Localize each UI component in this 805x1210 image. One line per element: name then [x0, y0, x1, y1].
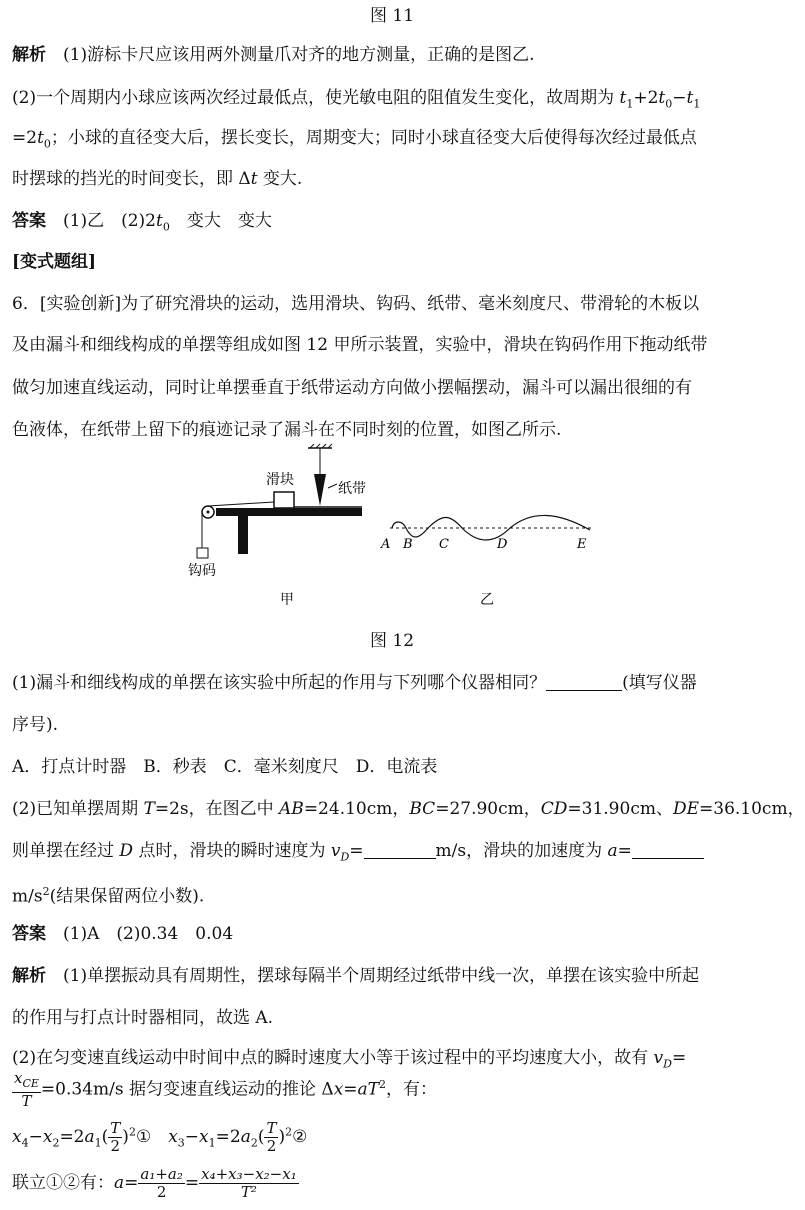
combined-equation-line: 联立①②有：a= $\frac{\text{a₁+a₂}}{2}$ = $\frac{\text{x₄+x₃−x₂−x₁}}{\text{T²}}$: [12, 1165, 297, 1201]
answer-blank-3: [632, 840, 704, 859]
question-tag: [实验创新]: [39, 294, 122, 314]
analysis-2-line-2: 的作用与打点计时器相同，故选 A.: [12, 1008, 274, 1028]
slider-block: [274, 492, 294, 508]
answer-blank-2: [364, 840, 436, 859]
analysis-1-line-3: $=2t_0$；小球的直径变大后，摆长变长，周期变大；同时小球直径变大后使得每次经过最低点: [12, 128, 697, 151]
point-B: B: [403, 537, 413, 552]
hanging-weight: [197, 548, 208, 558]
figure-12-caption: 图 12: [369, 631, 415, 651]
string-top: [208, 502, 274, 506]
question-6-line-3: 做匀加速直线运动，同时让单摆垂直于纸带运动方向做小摆幅摆动，漏斗可以漏出很细的有: [12, 378, 692, 398]
analysis-2-line-4: $\frac{x_{CE}}{T}$ =0.34m/s 据匀变速直线运动的推论 $\Delta x=aT^2$，有：: [14, 1069, 438, 1110]
board: [216, 508, 362, 516]
analysis-2-line-3: (2)在匀变速直线运动中时间中点的瞬时速度大小等于该过程中的平均速度大小，故有 $v_D=$: [12, 1048, 687, 1071]
answer-2: 答案 (1)A (2)0.34 0.04: [12, 924, 234, 944]
point-A: A: [381, 537, 391, 552]
answer-label: 答案: [12, 211, 46, 231]
answer-1: 答案 (1)乙 $(2)2t_0$ 变大 变大: [12, 211, 272, 234]
point-C: C: [439, 537, 449, 552]
analysis-label: 解析: [12, 966, 46, 986]
analysis-label: 解析: [12, 45, 46, 65]
subquestion-2-line-2: 则单摆在经过 D 点时，滑块的瞬时速度为 $v_D= m/s$，滑块的加速度为 a=: [12, 839, 772, 869]
answer-label: 答案: [12, 924, 46, 944]
subquestion-1-line-1: (1)漏斗和细线构成的单摆在该实验中所起的作用与下列哪个仪器相同？ (填写仪器: [12, 673, 697, 693]
figure-12-drawing: [180, 444, 610, 614]
point-E: E: [577, 537, 587, 552]
question-6-line-1: 6．[实验创新]为了研究滑块的运动，选用滑块、钩码、纸带、毫米刻度尺、带滑轮的木板以: [12, 294, 700, 314]
label-yi: 乙: [480, 592, 494, 608]
subquestion-2-line-3: $m/s^2$(结果保留两位小数).: [12, 885, 205, 907]
funnel: [314, 474, 326, 506]
options-line: A．打点计时器 B．秒表 C．毫米刻度尺 D．电流表: [12, 757, 438, 777]
fraction-t-over-2: $\frac{T}{2}$: [266, 1119, 277, 1155]
fraction-a-average: $\frac{\text{a₁+a₂}}{2}$: [140, 1165, 183, 1201]
analysis-1-line-4: 时摆球的挡光的时间变长，即 Δt 变大.: [12, 169, 303, 189]
slider-label: 滑块: [266, 472, 294, 488]
fraction-t-over-2: $\frac{T}{2}$: [110, 1119, 121, 1155]
fraction-x-diff-over-t2: $\frac{\text{x₄+x₃−x₂−x₁}}{\text{T²}}$: [201, 1165, 297, 1201]
weight-label: 钩码: [188, 563, 216, 579]
analysis-2-line-1: 解析 (1)单摆振动具有周期性，摆球每隔半个周期经过纸带中线一次，单摆在该实验中所起: [12, 966, 700, 986]
question-6-line-2: 及由漏斗和细线构成的单摆等组成如图 12 甲所示装置，实验中，滑块在钩码作用下拖动纸带: [12, 335, 708, 355]
tape-pointer: [328, 484, 337, 488]
figure-12: [180, 444, 610, 614]
subquestion-1-line-2: 序号).: [12, 715, 59, 735]
board-leg: [238, 516, 248, 554]
point-D: D: [497, 537, 508, 552]
variant-group-title: [变式题组]: [12, 252, 97, 272]
equations-line: $x_4-x_2=2a_1$( $\frac{T}{2}$ )$^2$① $x_3-x_1=2a_2$( $\frac{T}{2}$ )$^2$②: [12, 1119, 308, 1155]
figure-11-caption: 图 11: [369, 6, 415, 26]
pulley-axle: [207, 511, 210, 514]
answer-blank-1: [546, 672, 622, 691]
fraction-xce-over-t: $\frac{x_{CE}}{T}$: [14, 1069, 39, 1110]
tape-label: 纸带: [338, 481, 366, 497]
analysis-1-line-1: 解析 (1)游标卡尺应该用两外测量爪对齐的地方测量，正确的是图乙.: [12, 45, 535, 65]
subquestion-2-line-1: (2)已知单摆周期 T=2s，在图乙中 AB=24.10cm，BC=27.90cm，CD=31.90cm、DE=36.10cm，: [12, 799, 805, 819]
label-jia: 甲: [280, 592, 294, 608]
question-6-line-4: 色液体，在纸带上留下的痕迹记录了漏斗在不同时刻的位置，如图乙所示.: [12, 420, 562, 440]
analysis-1-line-2: (2)一个周期内小球应该两次经过最低点，使光敏电阻的阻值发生变化，故周期为 $t_1+2t_0-t_1$: [12, 88, 701, 111]
